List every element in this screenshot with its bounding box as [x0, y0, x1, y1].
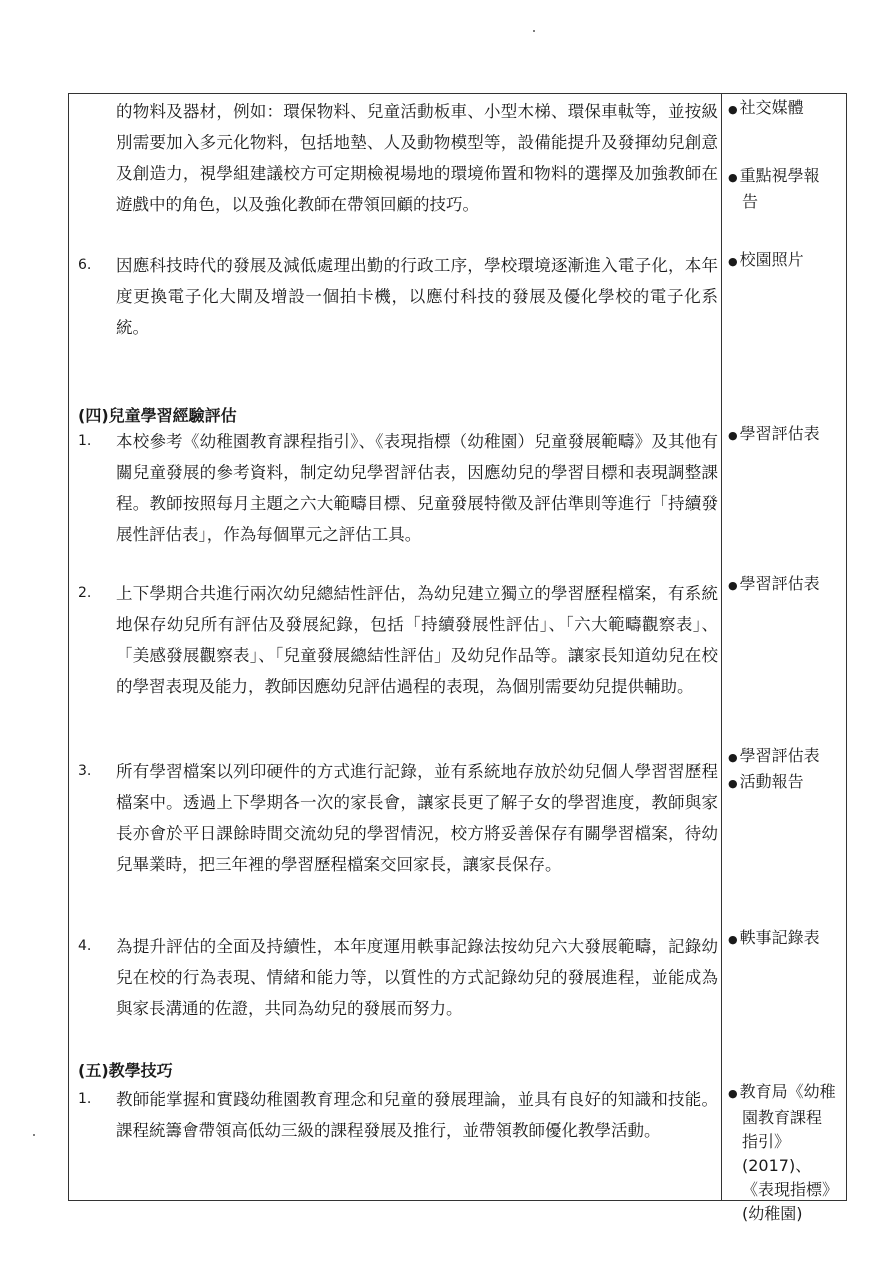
evidence-anecdotal-record: ● 軼事記錄表 [728, 928, 820, 947]
item-6 [78, 250, 718, 343]
section-5-heading: (五)教學技巧 [78, 1061, 173, 1080]
item-number: 1. [78, 1091, 92, 1107]
evidence-campus-photos: ● 校園照片 [728, 250, 804, 269]
section-5-item-1 [78, 1084, 718, 1146]
evidence-assessment-form-3: ● 學習評估表 ● 活動報告 [728, 746, 820, 791]
item-number: 1. [78, 433, 92, 449]
evidence-assessment-form-1: ● 學習評估表 [728, 424, 820, 443]
section-4-heading: (四)兒童學習經驗評估 [78, 406, 237, 425]
evidence-assessment-form-2: ● 學習評估表 [728, 574, 820, 593]
item-text: 所有學習檔案以列印硬件的方式進行記錄，並有系統地存放於幼兒個人學習習歷程檔案中。透過上下學期各一次的家長會，讓家長更了解子女的學習進度，教師與家長亦會於平日課餘時間交流幼兒的學習情況，校方將妥善保存有關學習檔案，待幼兒畢業時，把三年裡的學習歷程檔案交回家長，讓家長保存。 [116, 762, 718, 874]
continuation-text: 的物料及器材，例如：環保物料、兒童活動板車、小型木梯、環保車軚等，並按級別需要加入多元化物料，包括地墊、人及動物模型等，設備能提升及發揮幼兒創意及創造力，視學組建議校方可定期檢視場地的環境佈置和物料的選擇及加強教師在遊戲中的角色，以及強化教師在帶領回顧的技巧。 [116, 102, 718, 214]
item-number: 4. [78, 938, 92, 954]
item-text: 上下學期合共進行兩次幼兒總結性評估，為幼兒建立獨立的學習歷程檔案，有系統地保存幼兒所有評估及發展紀錄，包括「持續發展性評估」、「六大範疇觀察表」、「美感發展觀察表」、「兒童發展總結性評估」及幼兒作品等。讓家長知道幼兒在校的學習表現及能力，教師因應幼兒評估過程的表現，為個別需要幼兒提供輔助。 [116, 584, 718, 696]
evidence-edb-guide: ● 教育局《幼稚 園教育課程 指引》(2017)、 《表現指標》 (幼稚園) [728, 1082, 839, 1223]
item-text: 教師能掌握和實踐幼稚園教育理念和兒童的發展理論，並具有良好的知識和技能。課程統籌會帶領高低幼三級的課程發展及推行，並帶領教師優化教學活動。 [116, 1090, 718, 1140]
bullet-icon: ● [728, 255, 738, 268]
bullet-icon: ● [728, 579, 738, 592]
bullet-icon: ● [728, 103, 738, 116]
item-number: 6. [78, 257, 92, 273]
section-4-item-1 [78, 426, 718, 550]
item-number: 3. [78, 763, 92, 779]
item-text: 因應科技時代的發展及減低處理出勤的行政工序，學校環境逐漸進入電子化，本年度更換電子化大閘及增設一個拍卡機，以應付科技的發展及優化學校的電子化系統。 [116, 256, 718, 337]
section-4-item-2 [78, 578, 718, 702]
scan-speck [33, 1134, 35, 1136]
evidence-inspection-report: ● 重點視學報 告 [728, 166, 820, 211]
bullet-icon: ● [728, 933, 738, 946]
bullet-icon: ● [728, 171, 738, 184]
continuation-paragraph [78, 96, 718, 220]
section-4-item-3 [78, 756, 718, 880]
column-divider [721, 93, 722, 1201]
item-text: 為提升評估的全面及持續性，本年度運用軼事記錄法按幼兒六大發展範疇，記錄幼兒在校的行為表現、情緒和能力等，以質性的方式記錄幼兒的發展進程，並能成為與家長溝通的佐證，共同為幼兒的發展而努力。 [116, 937, 718, 1018]
bullet-icon: ● [728, 777, 738, 790]
bullet-icon: ● [728, 751, 738, 764]
bullet-icon: ● [728, 1087, 738, 1100]
bullet-icon: ● [728, 429, 738, 442]
section-4-item-4 [78, 931, 718, 1024]
evidence-social-media: ● 社交媒體 [728, 98, 804, 117]
item-text: 本校參考《幼稚園教育課程指引》、《表現指標（幼稚園）兒童發展範疇》及其他有關兒童發展的參考資料，制定幼兒學習評估表，因應幼兒的學習目標和表現調整課程。教師按照每月主題之六大範疇目標、兒童發展特徵及評估準則等進行「持續發展性評估表」，作為每個單元之評估工具。 [116, 432, 718, 544]
scan-speck [533, 30, 535, 32]
item-number: 2. [78, 585, 92, 601]
